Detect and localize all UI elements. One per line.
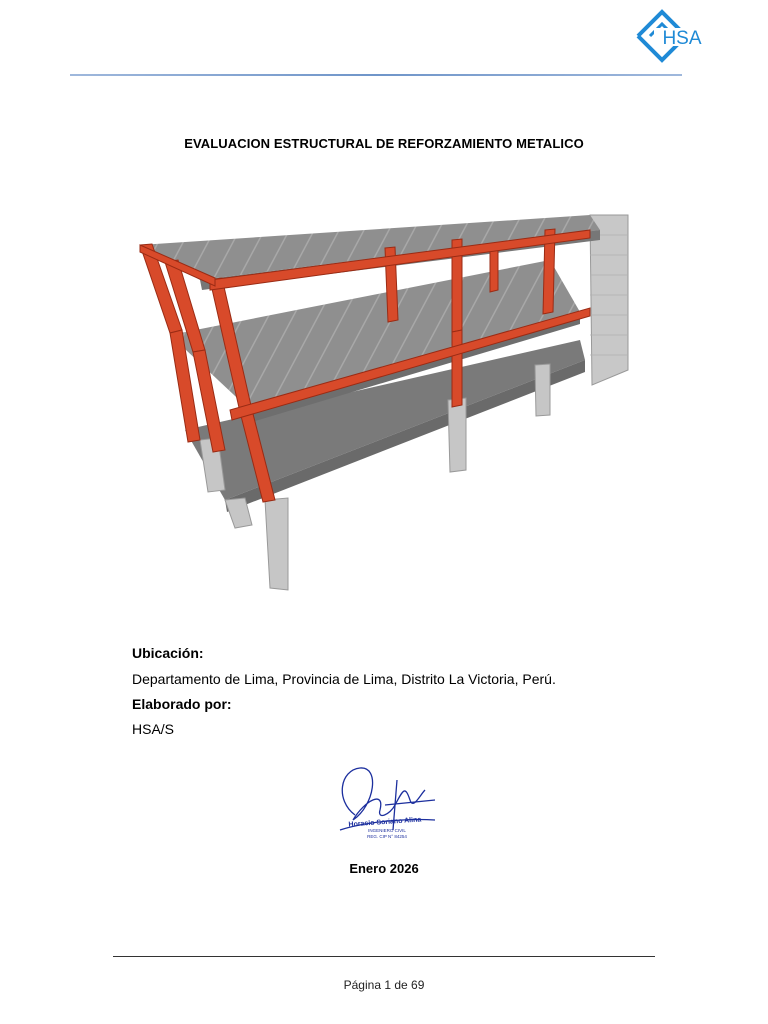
structure-render [130,200,640,600]
document-title: EVALUACION ESTRUCTURAL DE REFORZAMIENTO METALICO [184,136,584,151]
signature-reg: REG. CIP N° 84254 [367,834,407,839]
header-divider [70,74,682,76]
signature [325,760,445,850]
location-value: Departamento de Lima, Provincia de Lima, Distrito La Victoria, Perú. [132,671,556,687]
page-number: Página 1 de 69 [343,978,425,992]
signature-name: Horacio Soriano Alina [348,816,422,829]
footer-divider [113,956,655,957]
author-label: Elaborado por: [132,696,232,712]
document-date: Enero 2026 [349,861,419,876]
logo-text: HSA [662,28,702,49]
author-value: HSA/S [132,721,175,737]
signature-title: INGENIERO CIVIL [368,828,406,833]
hsa-logo [632,6,712,66]
location-label: Ubicación: [132,645,204,661]
